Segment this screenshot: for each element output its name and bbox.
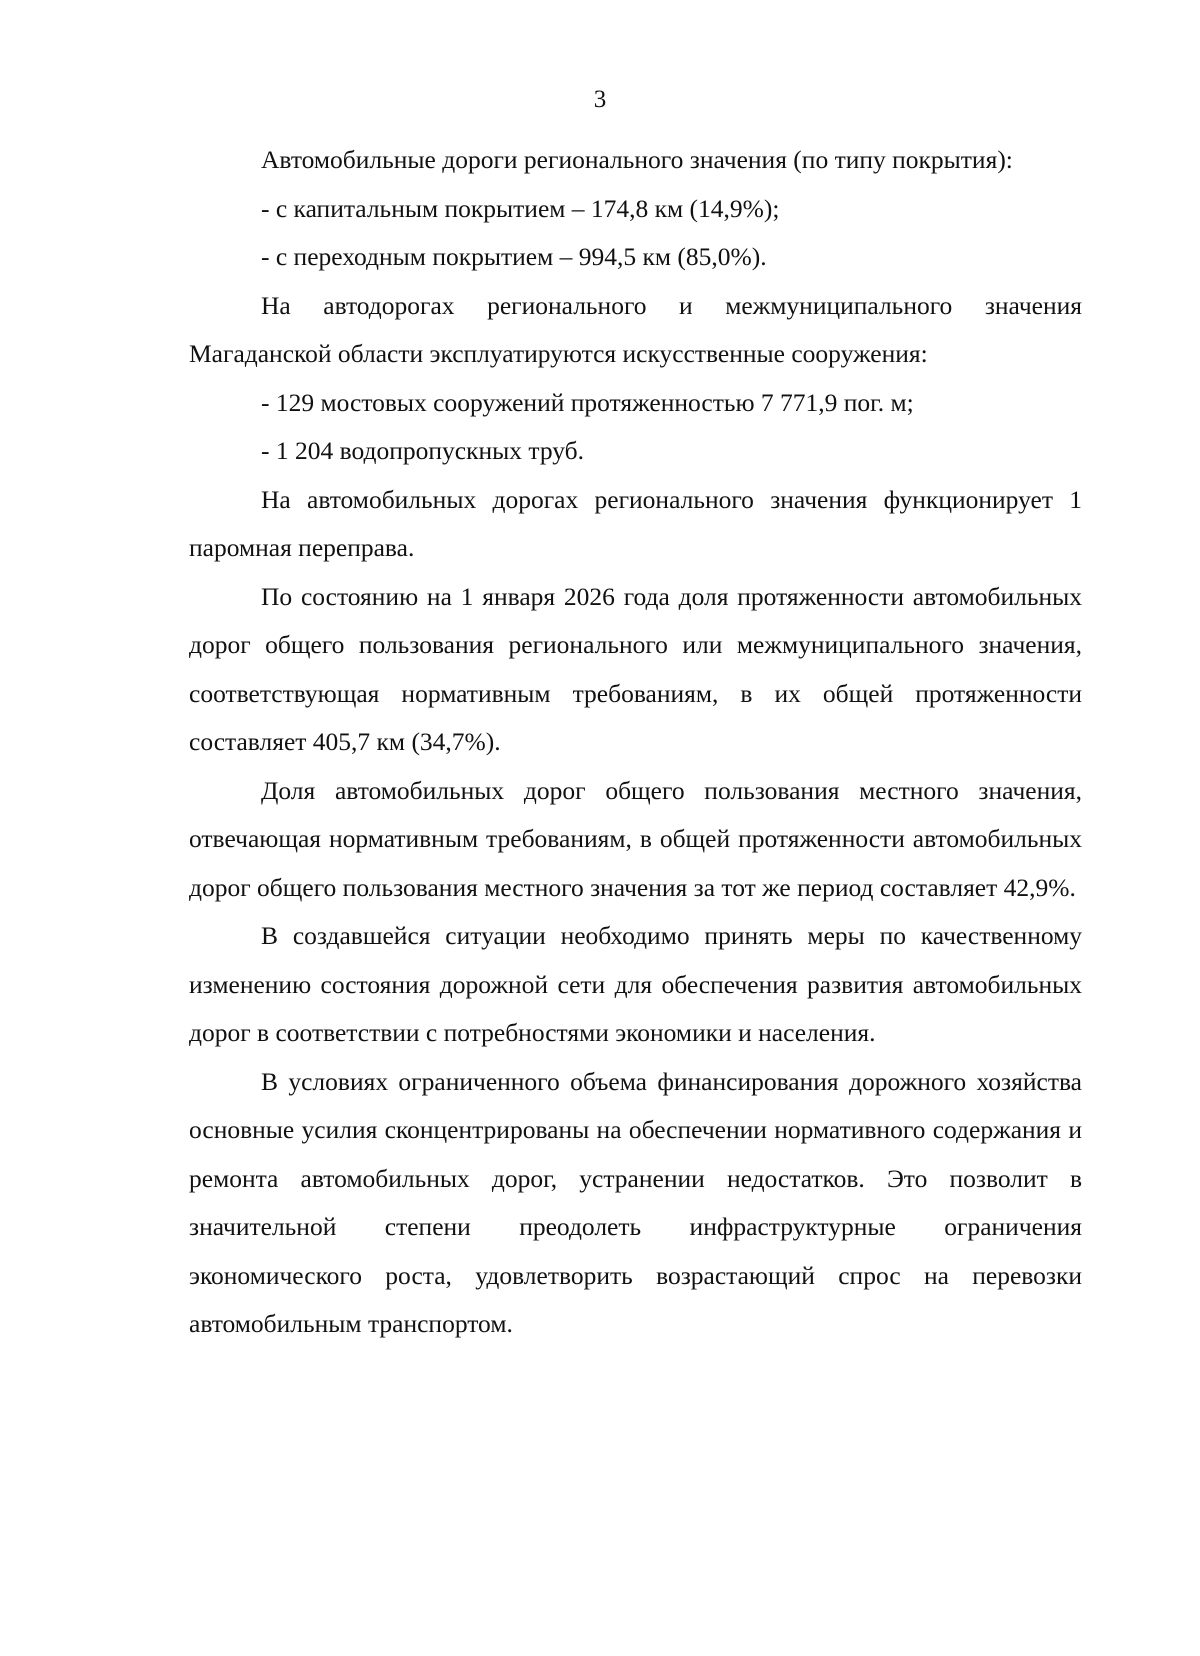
document-body — [189, 136, 1082, 1349]
paragraph-road-surface-types: Автомобильные дороги регионального значения (по типу покрытия): — [261, 145, 1013, 174]
paragraph-limited-funding: В условиях ограниченного объема финансирования дорожного хозяйства основные усилия сконцентрированы на обеспечении нормативного содержания и ремонта автомобильных дорог, устранении недостатков. Это позволит в значительной степени преодолеть инфраструктурные ограничения экономического роста, удовлетворить возрастающий спрос на перевозки автомобильным транспортом. — [189, 1066, 1082, 1338]
page-number: 3 — [593, 86, 607, 113]
list-item-culverts: - 1 204 водопропускных труб. — [261, 436, 585, 465]
paragraph-measures-needed: В создавшейся ситуации необходимо принять меры по качественному изменению состояния дорожной сети для обеспечения развития автомобильных дорог в соответствии с потребностями экономики и населения. — [189, 921, 1082, 1047]
paragraph-artificial-structures: На автодорогах регионального и межмуниципального значения Магаданской области эксплуатируются искусственные сооружения: — [189, 290, 1082, 368]
list-item-bridges: - 129 мостовых сооружений протяженностью 7 771,9 пог. м; — [261, 387, 914, 417]
list-item-capital-surface: - с капитальным покрытием – 174,8 км (14,9%); — [261, 193, 780, 223]
paragraph-local-roads-share: Доля автомобильных дорог общего пользования местного значения, отвечающая нормативным требованиям, в общей протяженности автомобильных дорог общего пользования местного значения за тот же период составляет 42,9%. — [189, 775, 1082, 902]
paragraph-ferry-crossing: На автомобильных дорогах регионального значения функционирует 1 паромная переправа. — [189, 484, 1082, 562]
list-item-transitional-surface: - с переходным покрытием – 994,5 км (85,0%). — [261, 242, 767, 271]
paragraph-regional-roads-share: По состоянию на 1 января 2026 года доля протяженности автомобильных дорог общего пользования регионального или межмуниципального значения, соответствующая нормативным требованиям, в их общей протяженности составляет 405,7 км (34,7%). — [189, 581, 1082, 756]
